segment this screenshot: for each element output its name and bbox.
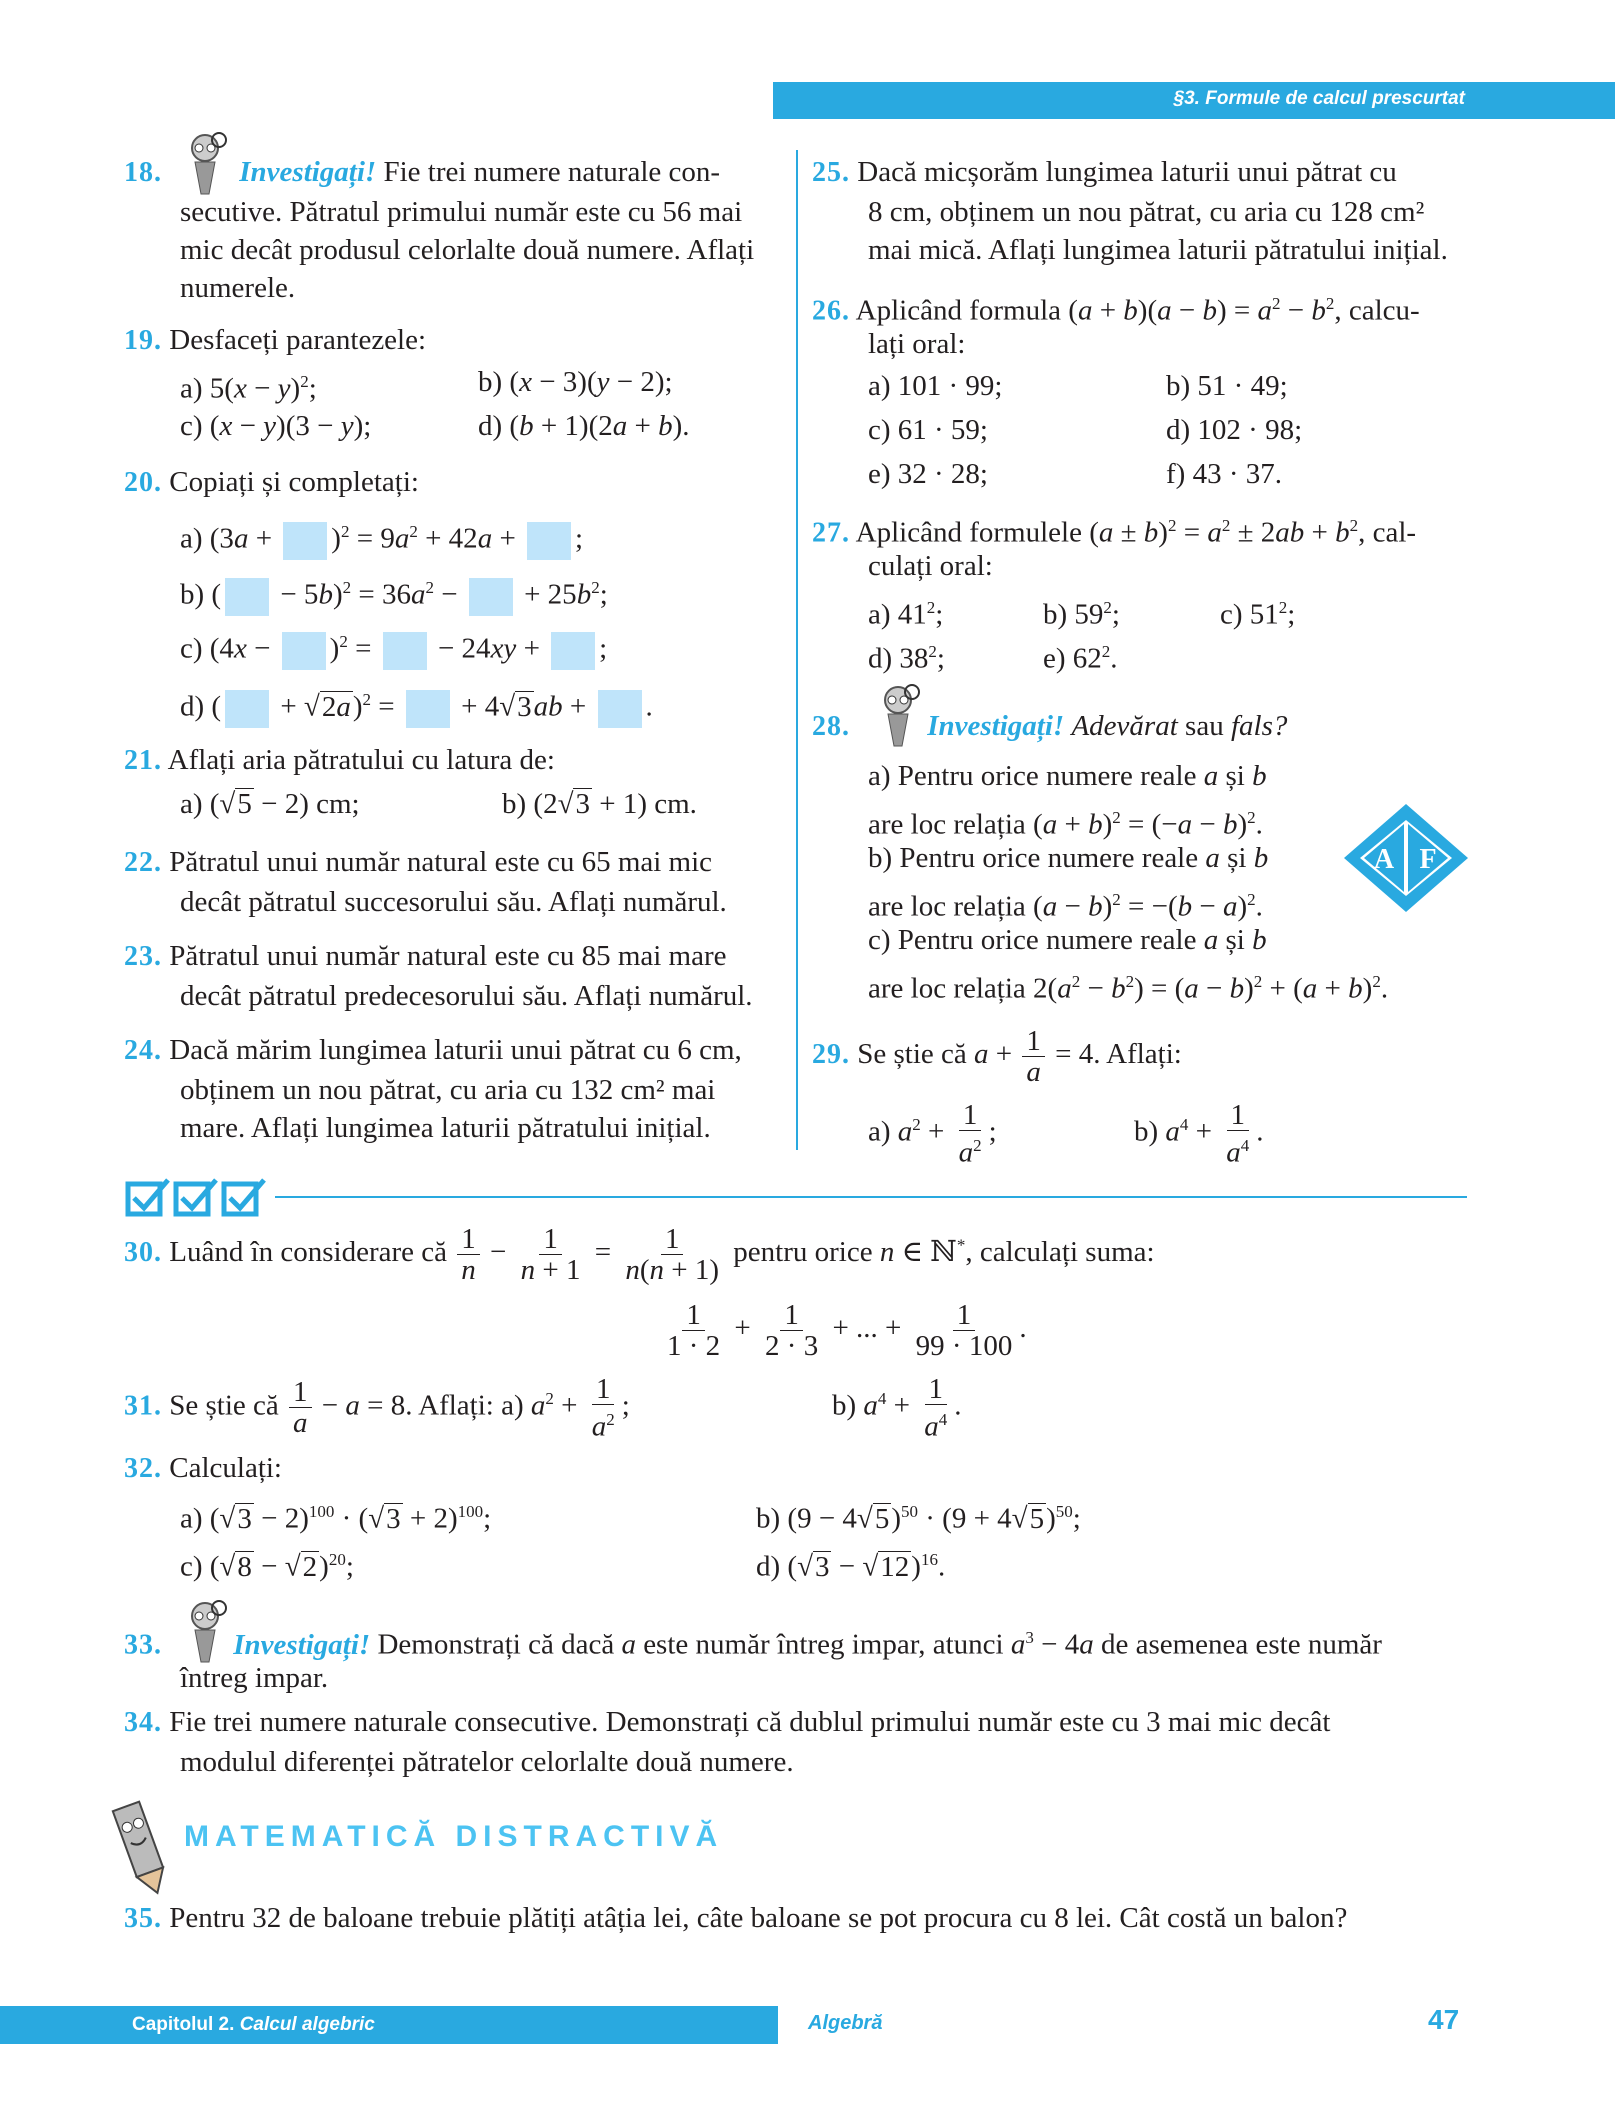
blank-box[interactable] <box>225 690 269 728</box>
problem-28-b1: b) Pentru orice numere reale a și b <box>868 842 1269 874</box>
problem-33-line2: întreg impar. <box>180 1662 329 1694</box>
problem-25-line3: mai mică. Aflați lungimea laturii pătratului inițial. <box>868 234 1448 266</box>
problem-26-e: e) 32 · 28; <box>868 458 988 490</box>
problem-20: 20. Copiați și completați: <box>124 466 419 498</box>
chapter-label: Capitolul 2. <box>132 2014 235 2035</box>
problem-19-b: b) (x − 3)(y − 2); <box>478 366 673 398</box>
problem-20-b: b) ( − $5b)^2 = 36a^2$ − + $25b^2$; <box>180 568 608 616</box>
problem-26-line2: lați oral: <box>868 328 966 360</box>
fun-math-title: MATEMATICĂ DISTRACTIVĂ <box>184 1820 724 1853</box>
problem-32-c: c) $(√8 - √2)^{20}$; <box>180 1550 354 1583</box>
blank-box[interactable] <box>406 690 450 728</box>
problem-32-d: d) $(√3 - √12)^{16}$. <box>756 1550 946 1583</box>
footer-bar <box>0 2006 778 2044</box>
blank-box[interactable] <box>527 522 571 560</box>
problem-25: 25. Dacă micșorăm lungimea laturii unui pătrat cu <box>812 156 1397 188</box>
problem-19-d: d) (b + 1)(2a + b). <box>478 410 690 442</box>
problem-27-b: b) $59^2$; <box>1043 598 1120 631</box>
problem-20-a: a) $(3a + )^2 = 9a^2 + 42a$ + ; <box>180 512 583 560</box>
blank-box[interactable] <box>225 578 269 616</box>
problem-26-f: f) 43 · 37. <box>1166 458 1282 490</box>
blank-box[interactable] <box>469 578 513 616</box>
problem-29-b: b) $a^4$ + $\frac{1}{a^4}$ . <box>1134 1099 1264 1169</box>
subject-label: Algebră <box>808 2012 883 2034</box>
blank-box[interactable] <box>598 690 642 728</box>
problem-26-d: d) 102 · 98; <box>1166 414 1303 446</box>
section-divider <box>275 1196 1467 1198</box>
problem-28-b2: are loc relația $(a - b)^2 = -(b - a)^2$. <box>868 890 1263 923</box>
problem-31-b: b) $a^4$ + $\frac{1}{a^4}$ . <box>832 1373 962 1443</box>
problem-26-a: a) 101 · 99; <box>868 370 1003 402</box>
blank-box[interactable] <box>383 632 427 670</box>
problem-27-line2: culați oral: <box>868 550 993 582</box>
problem-19-c: c) (x − y)(3 − y); <box>180 410 372 442</box>
problem-27-d: d) $38^2$; <box>868 642 945 675</box>
problem-22: 22. Pătratul unui număr natural este cu 65 mai mic <box>124 846 713 878</box>
chapter-title: Calcul algebric <box>239 2014 375 2035</box>
problem-24: 24. Dacă mărim lungimea laturii unui pătrat cu 6 cm, <box>124 1034 742 1066</box>
problem-34: 34. Fie trei numere naturale consecutive. Demonstrați că dublul primului număr este cu 3 mai mic decât <box>124 1706 1331 1738</box>
page-number: 47 <box>1428 2004 1460 2035</box>
problem-21-a: a) (√5 − 2) cm; <box>180 788 360 820</box>
problem-31: 31. Se știe că $\frac{1}{a}$ − a = 8. Aflați: a) $a^2$ + $\frac{1}{a^2}$ ; <box>124 1373 630 1443</box>
problem-20-d: d) ( + √2a)$^2$ = + 4√3ab + . <box>180 680 653 728</box>
problem-26: 26. Aplicând formula $(a + b)(a - b) = a^2 - b^2$, calcu- <box>812 294 1420 327</box>
problem-27-e: e) $62^2$. <box>1043 642 1118 675</box>
problem-18: 18. Investigați! Fie trei numere naturale con- <box>124 156 721 188</box>
problem-32-b: b) $(9 - 4√5)^{50} \cdot (9 + 4√5)^{50}$; <box>756 1502 1081 1535</box>
problem-28-c1: c) Pentru orice numere reale a și b <box>868 924 1267 956</box>
problem-21: 21. Aflați aria pătratului cu latura de: <box>124 744 555 776</box>
badge-a: A <box>1373 844 1395 875</box>
column-divider <box>796 150 798 1150</box>
checkmarks-icon <box>124 1176 274 1220</box>
problem-27-c: c) $51^2$; <box>1220 598 1296 631</box>
problem-27: 27. Aplicând formulele $(a \pm b)^2 = a^2 \pm 2ab + b^2$, cal- <box>812 516 1417 549</box>
problem-24-line2: obținem un nou pătrat, cu aria cu 132 cm² mai <box>180 1074 716 1106</box>
problem-18-line2: secutive. Pătratul primului număr este cu 56 mai <box>180 196 743 228</box>
problem-30: 30. Luând în considerare că $\frac{1}{n}$ − $\frac{1}{n + 1}$ = $\frac{1}{n(n + 1)}$ pentru orice n ∈ ℕ*, calculați suma: <box>124 1223 1155 1286</box>
problem-35: 35. Pentru 32 de baloane trebuie plătiți atâția lei, câte baloane se pot procura cu 8 lei. Cât costă un balon? <box>124 1902 1348 1934</box>
problem-29: 29. Se știe că a + $\frac{1}{a}$ = 4. Aflați: <box>812 1025 1182 1088</box>
problem-18-line3: mic decât produsul celorlalte două numere. Aflați <box>180 234 755 266</box>
problem-25-line2: 8 cm, obținem un nou pătrat, cu aria cu 128 cm² <box>868 196 1425 228</box>
pencil-mascot-icon <box>100 1790 180 1900</box>
problem-34-line2: modulul diferenței pătratelor celorlalte două numere. <box>180 1746 794 1778</box>
section-title: §3. Formule de calcul prescurtat <box>1173 88 1465 109</box>
problem-33: 33. Investigați! Demonstrați că dacă a este număr întreg impar, atunci $a^3 - 4a$ de asemenea este număr <box>124 1628 1382 1661</box>
problem-30-sum: $\frac{1}{1 \cdot 2}$ + $\frac{1}{2 \cdot 3}$ + ... + $\frac{1}{99 \cdot 100}$ . <box>667 1299 1027 1362</box>
blank-box[interactable] <box>282 632 326 670</box>
problem-20-c: c) $(4x - )^2$ = − 24xy + ; <box>180 622 607 670</box>
problem-27-a: a) $41^2$; <box>868 598 944 631</box>
blank-box[interactable] <box>283 522 327 560</box>
problem-28: 28. Investigați! Adevărat sau fals? <box>812 710 1288 742</box>
problem-18-line4: numerele. <box>180 272 296 304</box>
badge-f: F <box>1419 844 1437 875</box>
problem-22-line2: decât pătratul succesorului său. Aflați numărul. <box>180 886 727 918</box>
problem-26-b: b) 51 · 49; <box>1166 370 1288 402</box>
problem-28-c2: are loc relația $2(a^2 - b^2) = (a - b)^2 + (a + b)^2$. <box>868 972 1389 1005</box>
header-bar <box>773 82 1615 119</box>
problem-28-a1: a) Pentru orice numere reale a și b <box>868 760 1267 792</box>
problem-32-a: a) $(√3 - 2)^{100} \cdot (√3 + 2)^{100}$; <box>180 1502 492 1535</box>
true-false-badge-icon <box>1340 800 1472 916</box>
problem-23-line2: decât pătratul predecesorului său. Aflați numărul. <box>180 980 753 1012</box>
problem-19: 19. Desfaceți parantezele: <box>124 324 427 356</box>
problem-28-a2: are loc relația $(a + b)^2 = (-a - b)^2$. <box>868 808 1263 841</box>
problem-19-a: a) $5(x - y)^2$; <box>180 372 317 405</box>
problem-32: 32. Calculați: <box>124 1452 282 1484</box>
problem-26-c: c) 61 · 59; <box>868 414 988 446</box>
problem-21-b: b) (2√3 + 1) cm. <box>502 788 697 820</box>
problem-24-line3: mare. Aflați lungimea laturii pătratului inițial. <box>180 1112 711 1144</box>
problem-23: 23. Pătratul unui număr natural este cu 85 mai mare <box>124 940 727 972</box>
problem-29-a: a) $a^2$ + $\frac{1}{a^2}$ ; <box>868 1099 997 1169</box>
blank-box[interactable] <box>551 632 595 670</box>
